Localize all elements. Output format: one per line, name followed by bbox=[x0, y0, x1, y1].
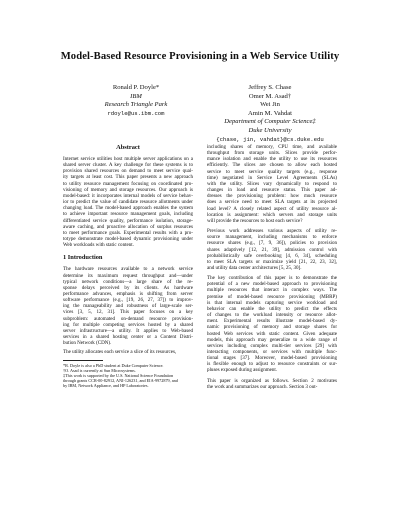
author-university: Duke University bbox=[248, 126, 292, 134]
text-line: efficiently. The slices are chosen to allow each hosted bbox=[207, 162, 337, 169]
text-line: The utility allocates each service a slice of its resources, bbox=[63, 349, 177, 356]
text-line: pluses exposed during assignment. bbox=[207, 367, 278, 374]
text-line: ior to predict the value of candidate resource allotments under bbox=[63, 199, 193, 206]
text-line: aware caching, and proactive allocation of surplus resources bbox=[63, 223, 193, 230]
author-affiliation: IBM bbox=[130, 92, 142, 100]
text-line: namic provisioning of memory and storage shares for bbox=[207, 324, 337, 331]
text-line: hosted Web services with static content. Given adequate bbox=[207, 330, 337, 337]
text-line: to meet SLA targets or maximize yield [21, 22, 23, 32], bbox=[207, 258, 337, 265]
text-line: sponse delays perceived by its clients. As hardware bbox=[63, 284, 193, 291]
text-line: will provide the resources to host each service? bbox=[207, 217, 303, 224]
text-line: by IBM, Network Appliance, and HP Laboratories. bbox=[63, 382, 149, 388]
text-line: typical network conditions—a large share of the re- bbox=[63, 278, 193, 285]
text-line: probabilistically safe overbooking [4, 6, 34], scheduling bbox=[207, 252, 337, 259]
footnotes bbox=[63, 363, 193, 388]
text-line: services including complex multi-tier services [29] with bbox=[207, 342, 337, 349]
text-line: multiple resources that interact in complex ways. The bbox=[207, 287, 337, 294]
author-name: Jeffrey S. Chase bbox=[248, 84, 292, 91]
abstract-heading: Abstract bbox=[116, 144, 140, 151]
body-paragraph bbox=[207, 378, 337, 390]
body-paragraph bbox=[207, 275, 337, 374]
text-line: service to meet service quality targets (e.g., response bbox=[207, 168, 337, 175]
text-line: location is assignment: which servers and storage units bbox=[207, 211, 337, 218]
author-email: {chase, jin, vahdat}@cs.duke.edu bbox=[216, 135, 324, 143]
text-line: ment. Experimental results illustrate model-based dy- bbox=[207, 318, 337, 325]
text-line: services in a shared hosting center or a Content Distri- bbox=[63, 334, 193, 341]
text-line: vices [3, 5, 12, 31]. This paper focuses on a key bbox=[63, 309, 193, 316]
text-line: bution Network (CDN). bbox=[63, 340, 112, 347]
text-line: server infrastructure—a utility. It applies to Web-based bbox=[63, 327, 193, 334]
text-line: This paper is organized as follows. Section 2 motivates bbox=[207, 377, 337, 384]
author-name: Amin M. Vahdat bbox=[247, 109, 293, 117]
text-line: software performance (e.g., [19, 26, 27, 37]) to improv- bbox=[63, 297, 193, 304]
introduction-paragraph bbox=[63, 266, 193, 346]
text-line: ing for multiple competing services hosted by a shared bbox=[63, 321, 193, 328]
introduction-paragraph bbox=[63, 349, 193, 355]
right-column bbox=[207, 144, 337, 393]
text-line: premise of model-based resource provisioning (MBRP) bbox=[207, 293, 337, 300]
text-line: model-based: it incorporates internal models of service behav- bbox=[63, 192, 193, 199]
author-block-left bbox=[66, 84, 206, 118]
text-line: including shares of memory, CPU time, and available bbox=[207, 144, 337, 150]
text-line: is that internal models capturing service workload and bbox=[207, 299, 337, 306]
text-line: interacting components, or services with multiple func- bbox=[207, 349, 337, 355]
body-paragraph bbox=[207, 228, 337, 271]
section-heading-introduction: 1 Introduction bbox=[63, 254, 103, 262]
text-line: †O. Asad is currently at Sun Microsystems. bbox=[63, 367, 136, 373]
text-line: potential of a new model-based approach to provisioning bbox=[207, 281, 337, 288]
text-line: ing the manageability and robustness of large-scale ser- bbox=[63, 303, 193, 310]
text-line: changes in load and resource status. This paper ad- bbox=[207, 187, 337, 194]
text-line: and utility data center architectures [5, 25, 30]. bbox=[207, 264, 302, 271]
text-line: does a service need to meet SLA targets at its projected bbox=[207, 199, 337, 206]
text-line: time) negotiated in Service Level Agreements (SLAs) bbox=[207, 174, 337, 181]
text-line: tional stages [37]. Moreover, model-based provisioning bbox=[207, 355, 337, 362]
text-line: shares adaptively [12, 21, 39], admission control with bbox=[207, 246, 337, 253]
footnote-rule bbox=[63, 360, 103, 361]
text-line: to meet performance goals. Experimental results with a pro- bbox=[63, 229, 193, 236]
paper-title: Model-Based Resource Provisioning in a Web Service Utility bbox=[60, 51, 340, 62]
text-line: load level? A closely related aspect of utility resource al- bbox=[207, 205, 337, 212]
author-affiliation-location: Research Triangle Park bbox=[104, 101, 168, 109]
text-line: mance isolation and enable the utility to use its resources bbox=[207, 156, 337, 163]
author-department: Department of Computer Science‡ bbox=[224, 118, 316, 126]
text-line: performance advances, emphasis is shifting from server bbox=[63, 290, 193, 297]
text-line: subproblem: automated on-demand resource provision- bbox=[63, 315, 193, 322]
text-line: differentiated service quality, performance isolation, storage- bbox=[63, 217, 193, 224]
author-block-right bbox=[200, 84, 340, 144]
text-line: Web workloads with static content. bbox=[63, 242, 134, 249]
text-line: ‡This work is supported by the U.S. National Science Foundation bbox=[63, 372, 174, 378]
text-line: ity targets at least cost. This paper presents a new approach bbox=[63, 174, 193, 181]
body-paragraph bbox=[207, 144, 337, 224]
text-line: to utility resource management focusing on coordinated pro- bbox=[63, 180, 193, 187]
text-line: models, this approach may generalize to a wide range of bbox=[207, 336, 337, 343]
text-line: provision shared resources on demand to meet service qual- bbox=[63, 168, 193, 175]
author-name: Ronald P. Doyle* bbox=[112, 84, 160, 91]
text-line: to achieve important resource management goals, including bbox=[63, 211, 193, 218]
author-name: Omer M. Asad† bbox=[248, 92, 292, 100]
text-line: Previous work addresses various aspects of utility re- bbox=[207, 228, 337, 235]
text-line: resource shares (e.g., [7, 9, 36]), policies to provision bbox=[207, 240, 337, 247]
text-line: determine its maximum request throughput and—under bbox=[63, 272, 193, 279]
text-line: of changes to the workload intensity or resource allot- bbox=[207, 312, 337, 319]
abstract-text bbox=[63, 156, 193, 248]
text-line: visioning of memory and storage resources. Our approach is bbox=[63, 186, 193, 193]
text-line: the work and summarizes our approach. Section 3 out- bbox=[207, 383, 318, 390]
text-line: dresses the provisioning problem: how much resource bbox=[207, 193, 337, 200]
text-line: throughput from storage units. Slices provide perfor- bbox=[207, 150, 337, 157]
text-line: shared server cluster. A key challenge for these systems is to bbox=[63, 162, 193, 169]
text-line: changing load. The model-based approach enables the system bbox=[63, 205, 193, 212]
text-line: Internet service utilities host multiple server applications on a bbox=[63, 156, 193, 162]
author-name: Wei Jin bbox=[260, 101, 280, 109]
text-line: source management, including mechanisms to enforce bbox=[207, 234, 337, 241]
text-line: totype demonstrate model-based dynamic provisioning under bbox=[63, 236, 193, 243]
text-line: behavior can enable the utility to predict the effects bbox=[207, 305, 337, 312]
text-line: The hardware resources available to a network service bbox=[63, 266, 193, 273]
text-line: with the utility. Slices vary dynamically to respond to bbox=[207, 180, 337, 187]
text-line: *R. Doyle is also a PhD student at Duke Computer Science. bbox=[63, 362, 164, 368]
text-line: is flexible enough to adjust to resource constraints or sur- bbox=[207, 361, 337, 368]
text-line: through grants CCR-00-82912, ANI-126231, and EIA-9972879, and bbox=[63, 377, 178, 383]
text-line: The key contribution of this paper is to demonstrate the bbox=[207, 275, 337, 282]
author-email: rdoyle@us.ibm.com bbox=[107, 109, 165, 117]
left-column bbox=[63, 144, 193, 388]
